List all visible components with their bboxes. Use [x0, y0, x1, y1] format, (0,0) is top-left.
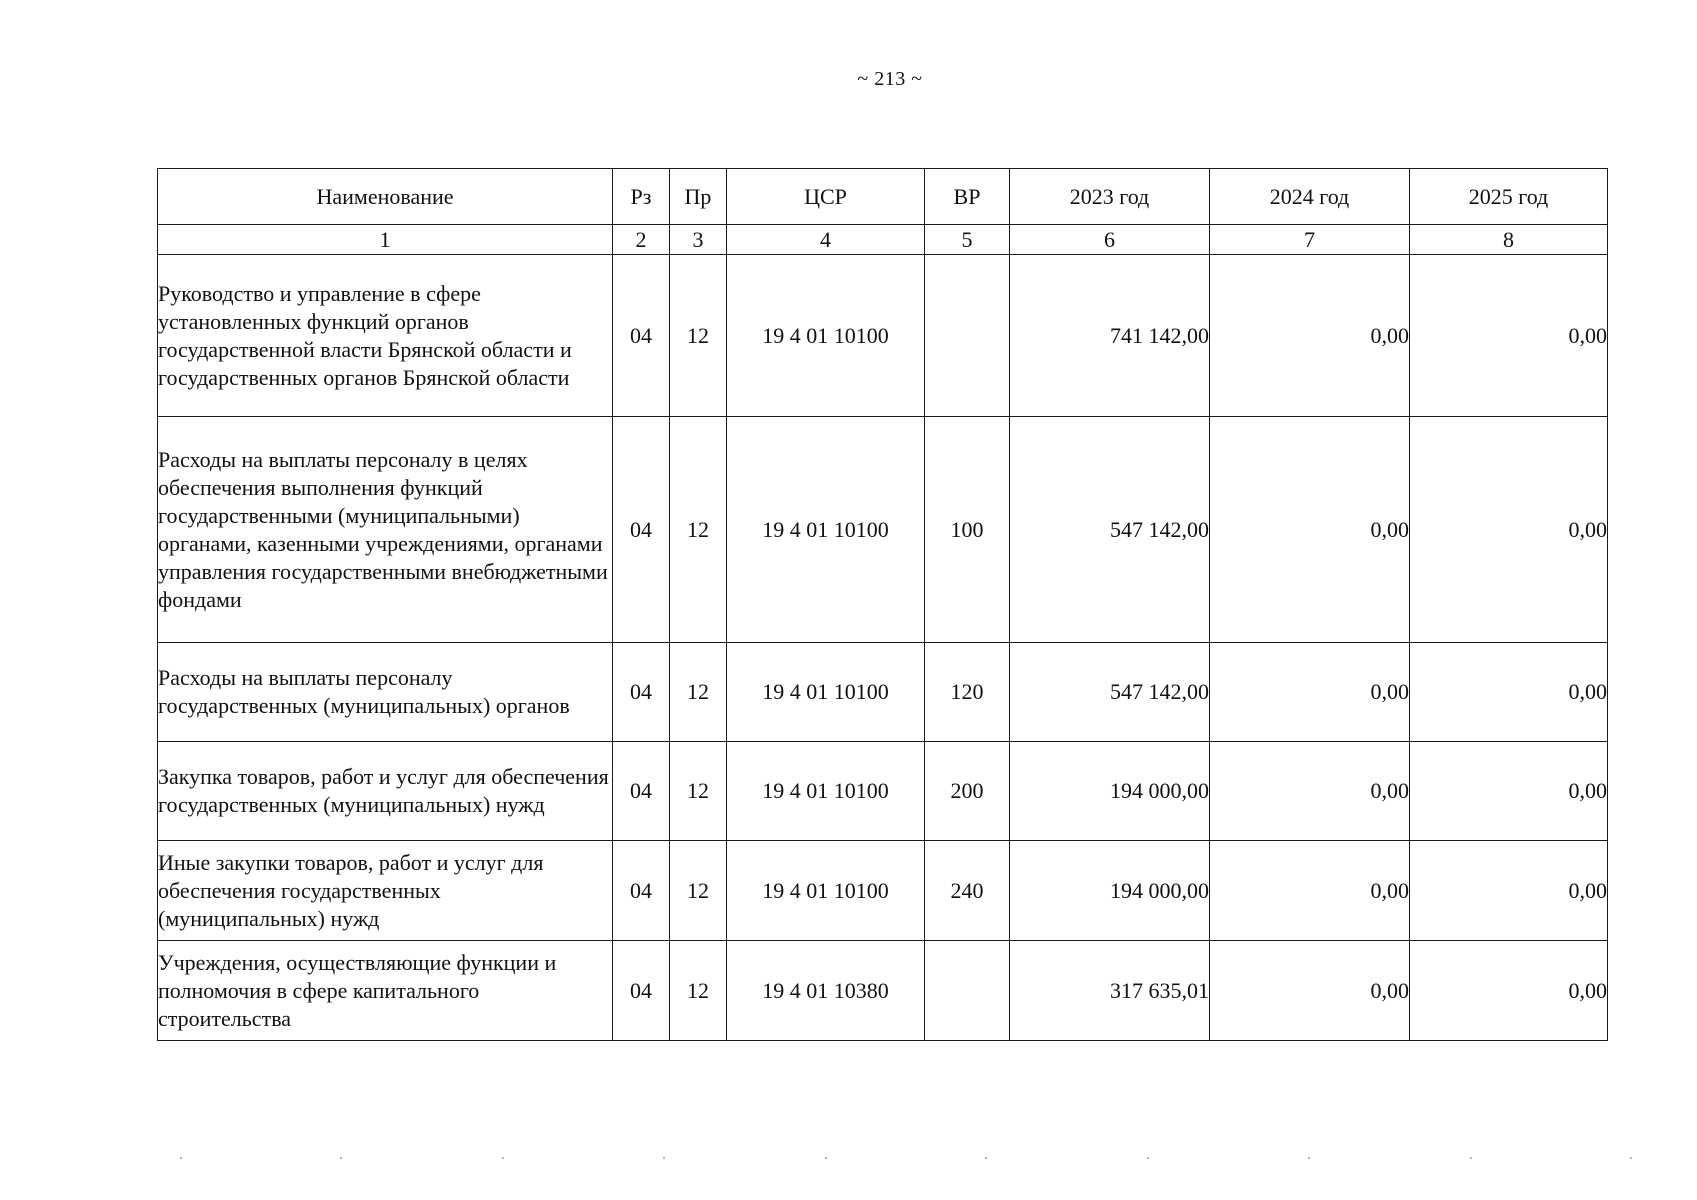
table-row — [158, 941, 1608, 1041]
column-number: 5 — [925, 225, 1010, 255]
row-name: Иные закупки товаров, работ и услуг для обеспечения государственных (муниципальных) нужд — [158, 841, 613, 941]
page-number: ~ 213 ~ — [857, 68, 923, 90]
row-csr: 19 4 01 10100 — [727, 742, 925, 841]
column-number: 3 — [670, 225, 727, 255]
budget-table — [157, 168, 1608, 1041]
row-pr: 12 — [670, 742, 727, 841]
header-vr: ВР — [925, 169, 1010, 225]
table-header — [158, 169, 1608, 255]
header-rz: Рз — [613, 169, 670, 225]
column-number: 8 — [1410, 225, 1608, 255]
row-name: Руководство и управление в сфере установленных функций органов государственной власти Брянской области и государственных органов Брянской области — [158, 255, 613, 417]
scan-speck — [1308, 1157, 1310, 1159]
row-vr: 200 — [925, 742, 1010, 841]
scan-speck — [663, 1157, 665, 1159]
table-row — [158, 643, 1608, 742]
column-number: 2 — [613, 225, 670, 255]
header-2023: 2023 год — [1010, 169, 1210, 225]
header-row — [158, 169, 1608, 225]
row-pr: 12 — [670, 255, 727, 417]
scan-speck — [1630, 1157, 1632, 1159]
row-rz: 04 — [613, 941, 670, 1041]
table-row — [158, 742, 1608, 841]
row-name: Учреждения, осуществляющие функции и полномочия в сфере капитального строительства — [158, 941, 613, 1041]
row-rz: 04 — [613, 742, 670, 841]
column-number: 6 — [1010, 225, 1210, 255]
scan-speck — [502, 1157, 504, 1159]
header-pr: Пр — [670, 169, 727, 225]
row-amount-2024: 0,00 — [1210, 742, 1410, 841]
row-amount-2024: 0,00 — [1210, 255, 1410, 417]
row-pr: 12 — [670, 643, 727, 742]
row-vr — [925, 255, 1010, 417]
table-row — [158, 255, 1608, 417]
row-amount-2023: 194 000,00 — [1010, 841, 1210, 941]
table-row — [158, 417, 1608, 643]
row-amount-2024: 0,00 — [1210, 941, 1410, 1041]
scan-speck — [180, 1157, 182, 1159]
row-rz: 04 — [613, 643, 670, 742]
header-2025: 2025 год — [1410, 169, 1608, 225]
row-name: Расходы на выплаты персоналу в целях обеспечения выполнения функций государственными (муниципальными) органами, казенными учреждениями, органами управления государственными внебюджетными фондами — [158, 417, 613, 643]
table-body — [158, 255, 1608, 1041]
header-csr: ЦСР — [727, 169, 925, 225]
row-amount-2024: 0,00 — [1210, 841, 1410, 941]
row-amount-2023: 194 000,00 — [1010, 742, 1210, 841]
row-vr: 120 — [925, 643, 1010, 742]
header-name: Наименование — [158, 169, 613, 225]
row-csr: 19 4 01 10100 — [727, 643, 925, 742]
row-name: Расходы на выплаты персоналу государственных (муниципальных) органов — [158, 643, 613, 742]
row-amount-2023: 317 635,01 — [1010, 941, 1210, 1041]
row-rz: 04 — [613, 417, 670, 643]
row-amount-2025: 0,00 — [1410, 255, 1608, 417]
scan-speck — [1147, 1157, 1149, 1159]
row-pr: 12 — [670, 417, 727, 643]
column-number: 7 — [1210, 225, 1410, 255]
scan-speck — [825, 1157, 827, 1159]
scan-speck — [1470, 1157, 1472, 1159]
row-vr — [925, 941, 1010, 1041]
column-number: 1 — [158, 225, 613, 255]
row-vr: 100 — [925, 417, 1010, 643]
scan-speck — [985, 1157, 987, 1159]
row-csr: 19 4 01 10100 — [727, 841, 925, 941]
row-csr: 19 4 01 10100 — [727, 255, 925, 417]
column-number-row — [158, 225, 1608, 255]
scan-speck — [340, 1157, 342, 1159]
row-amount-2025: 0,00 — [1410, 841, 1608, 941]
row-amount-2025: 0,00 — [1410, 941, 1608, 1041]
row-csr: 19 4 01 10100 — [727, 417, 925, 643]
row-amount-2025: 0,00 — [1410, 417, 1608, 643]
row-name: Закупка товаров, работ и услуг для обеспечения государственных (муниципальных) нужд — [158, 742, 613, 841]
row-amount-2023: 547 142,00 — [1010, 643, 1210, 742]
row-amount-2025: 0,00 — [1410, 742, 1608, 841]
row-rz: 04 — [613, 255, 670, 417]
row-amount-2025: 0,00 — [1410, 643, 1608, 742]
table-row — [158, 841, 1608, 941]
row-pr: 12 — [670, 941, 727, 1041]
column-number: 4 — [727, 225, 925, 255]
row-amount-2023: 547 142,00 — [1010, 417, 1210, 643]
row-pr: 12 — [670, 841, 727, 941]
row-csr: 19 4 01 10380 — [727, 941, 925, 1041]
row-vr: 240 — [925, 841, 1010, 941]
row-amount-2023: 741 142,00 — [1010, 255, 1210, 417]
row-rz: 04 — [613, 841, 670, 941]
header-2024: 2024 год — [1210, 169, 1410, 225]
row-amount-2024: 0,00 — [1210, 417, 1410, 643]
row-amount-2024: 0,00 — [1210, 643, 1410, 742]
